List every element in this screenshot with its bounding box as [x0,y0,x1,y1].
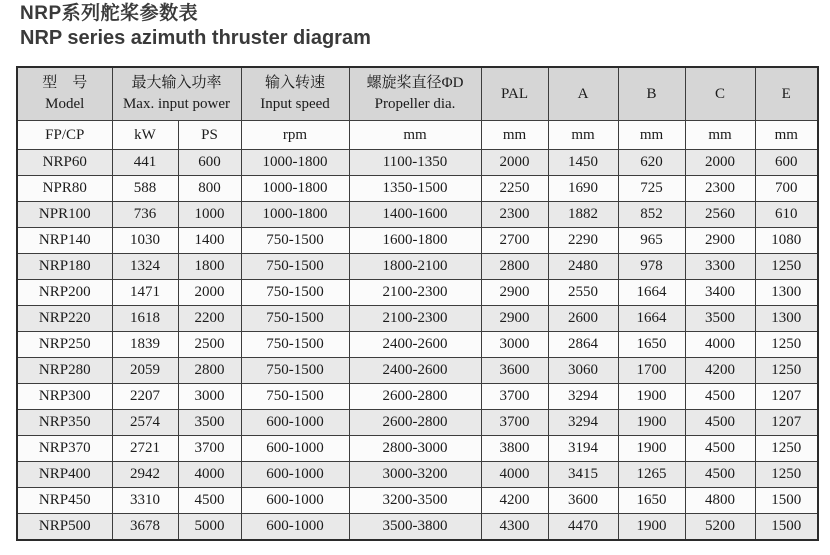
cell-e: 1250 [755,462,818,488]
unit-cell-prop: mm [349,121,481,150]
cell-e: 1500 [755,514,818,540]
cell-rpm: 600-1000 [241,488,349,514]
cell-rpm: 1000-1800 [241,176,349,202]
cell-prop: 2400-2600 [349,332,481,358]
cell-prop: 2600-2800 [349,384,481,410]
cell-ps: 3500 [178,410,241,436]
cell-ps: 800 [178,176,241,202]
col-header-model-en: Model [45,96,85,112]
cell-kw: 441 [112,150,178,176]
cell-rpm: 1000-1800 [241,202,349,228]
col-header-e: E [755,67,818,121]
cell-e: 610 [755,202,818,228]
unit-cell-rpm: rpm [241,121,349,150]
col-header-prop-zh: 螺旋桨直径ΦD [366,75,464,91]
cell-a: 1882 [548,202,618,228]
cell-pal: 2000 [481,150,548,176]
cell-model: NRP140 [17,228,112,254]
col-header-speed-zh: 输入转速 [265,75,326,91]
cell-model: NRP220 [17,306,112,332]
cell-kw: 3678 [112,514,178,540]
cell-c: 4200 [685,358,755,384]
cell-kw: 1618 [112,306,178,332]
cell-c: 3300 [685,254,755,280]
table-row [17,280,818,306]
cell-ps: 2200 [178,306,241,332]
cell-prop: 1600-1800 [349,228,481,254]
table-row [17,358,818,384]
cell-model: NRP180 [17,254,112,280]
cell-kw: 2721 [112,436,178,462]
table-row [17,228,818,254]
cell-kw: 3310 [112,488,178,514]
cell-e: 1207 [755,410,818,436]
cell-ps: 3700 [178,436,241,462]
col-header-speed-en: Input speed [260,96,330,112]
cell-kw: 2574 [112,410,178,436]
cell-c: 4500 [685,436,755,462]
cell-b: 1700 [618,358,685,384]
cell-prop: 1400-1600 [349,202,481,228]
cell-a: 2480 [548,254,618,280]
cell-b: 852 [618,202,685,228]
col-header-propeller-dia [349,67,481,121]
unit-cell-b: mm [618,121,685,150]
cell-e: 1300 [755,280,818,306]
cell-prop: 2400-2600 [349,358,481,384]
cell-ps: 2000 [178,280,241,306]
cell-model: NRP370 [17,436,112,462]
cell-c: 3500 [685,306,755,332]
table-header-row [17,67,818,121]
page-title-en: NRP series azimuth thruster diagram [20,27,371,49]
table-row [17,202,818,228]
cell-e: 1080 [755,228,818,254]
cell-ps: 3000 [178,384,241,410]
cell-e: 1250 [755,332,818,358]
cell-prop: 1800-2100 [349,254,481,280]
cell-a: 4470 [548,514,618,540]
cell-kw: 588 [112,176,178,202]
cell-prop: 3500-3800 [349,514,481,540]
cell-b: 1900 [618,410,685,436]
cell-e: 1250 [755,436,818,462]
cell-a: 2600 [548,306,618,332]
col-header-b: B [618,67,685,121]
col-header-model [17,67,112,121]
cell-b: 1265 [618,462,685,488]
cell-kw: 2059 [112,358,178,384]
table-row [17,332,818,358]
cell-kw: 2942 [112,462,178,488]
page-title [20,2,371,51]
cell-c: 4500 [685,462,755,488]
unit-cell-c: mm [685,121,755,150]
cell-model: NRP280 [17,358,112,384]
table-row [17,176,818,202]
cell-ps: 4000 [178,462,241,488]
cell-pal: 2900 [481,306,548,332]
cell-prop: 2600-2800 [349,410,481,436]
cell-e: 1207 [755,384,818,410]
cell-a: 3194 [548,436,618,462]
cell-kw: 736 [112,202,178,228]
cell-b: 725 [618,176,685,202]
cell-b: 965 [618,228,685,254]
cell-c: 3400 [685,280,755,306]
unit-cell-pal: mm [481,121,548,150]
cell-model: NRP450 [17,488,112,514]
col-header-prop-en: Propeller dia. [374,96,456,112]
cell-pal: 2700 [481,228,548,254]
cell-pal: 2800 [481,254,548,280]
col-header-input-speed [241,67,349,121]
cell-c: 2300 [685,176,755,202]
table-units-row [17,121,818,150]
cell-kw: 1471 [112,280,178,306]
table-row [17,306,818,332]
cell-ps: 5000 [178,514,241,540]
cell-model: NRP250 [17,332,112,358]
cell-kw: 1839 [112,332,178,358]
cell-ps: 1000 [178,202,241,228]
col-header-power-en: Max. input power [122,96,231,112]
cell-ps: 1800 [178,254,241,280]
cell-prop: 2100-2300 [349,306,481,332]
cell-ps: 2800 [178,358,241,384]
cell-rpm: 600-1000 [241,436,349,462]
cell-kw: 1030 [112,228,178,254]
unit-cell-model: FP/CP [17,121,112,150]
cell-c: 5200 [685,514,755,540]
cell-a: 1690 [548,176,618,202]
cell-rpm: 600-1000 [241,462,349,488]
cell-kw: 1324 [112,254,178,280]
unit-cell-kw: kW [112,121,178,150]
cell-e: 700 [755,176,818,202]
cell-pal: 3800 [481,436,548,462]
cell-model: NRP200 [17,280,112,306]
cell-b: 1664 [618,280,685,306]
cell-rpm: 1000-1800 [241,150,349,176]
cell-c: 2000 [685,150,755,176]
cell-pal: 2900 [481,280,548,306]
cell-prop: 2100-2300 [349,280,481,306]
col-header-c: C [685,67,755,121]
cell-b: 1900 [618,514,685,540]
cell-b: 1650 [618,332,685,358]
cell-rpm: 600-1000 [241,514,349,540]
col-header-pal: PAL [481,67,548,121]
table-row [17,436,818,462]
cell-model: NPR80 [17,176,112,202]
cell-rpm: 750-1500 [241,254,349,280]
unit-cell-ps: PS [178,121,241,150]
table-row [17,254,818,280]
col-header-a: A [548,67,618,121]
cell-rpm: 750-1500 [241,358,349,384]
cell-pal: 3700 [481,384,548,410]
cell-c: 4800 [685,488,755,514]
cell-c: 2560 [685,202,755,228]
page-title-zh: NRP系列舵桨参数表 [20,3,199,24]
cell-e: 600 [755,150,818,176]
cell-ps: 1400 [178,228,241,254]
cell-e: 1500 [755,488,818,514]
cell-a: 3600 [548,488,618,514]
thruster-parameters-table [16,66,819,541]
cell-b: 620 [618,150,685,176]
cell-prop: 2800-3000 [349,436,481,462]
cell-a: 3060 [548,358,618,384]
cell-pal: 3700 [481,410,548,436]
cell-b: 1650 [618,488,685,514]
cell-prop: 1100-1350 [349,150,481,176]
cell-model: NRP60 [17,150,112,176]
cell-model: NRP400 [17,462,112,488]
cell-e: 1250 [755,358,818,384]
cell-prop: 3200-3500 [349,488,481,514]
table-row [17,410,818,436]
unit-cell-a: mm [548,121,618,150]
cell-pal: 4200 [481,488,548,514]
cell-rpm: 750-1500 [241,384,349,410]
cell-a: 3415 [548,462,618,488]
cell-a: 3294 [548,410,618,436]
table-row [17,384,818,410]
table-row [17,150,818,176]
cell-model: NRP500 [17,514,112,540]
col-header-max-input-power [112,67,241,121]
cell-a: 2290 [548,228,618,254]
cell-c: 4000 [685,332,755,358]
cell-prop: 1350-1500 [349,176,481,202]
cell-e: 1250 [755,254,818,280]
cell-e: 1300 [755,306,818,332]
cell-c: 4500 [685,384,755,410]
cell-pal: 2300 [481,202,548,228]
cell-c: 2900 [685,228,755,254]
unit-cell-e: mm [755,121,818,150]
cell-a: 2864 [548,332,618,358]
col-header-power-zh: 最大输入功率 [131,75,222,91]
cell-rpm: 750-1500 [241,332,349,358]
cell-rpm: 750-1500 [241,228,349,254]
cell-a: 3294 [548,384,618,410]
cell-rpm: 750-1500 [241,306,349,332]
cell-b: 1900 [618,436,685,462]
cell-rpm: 750-1500 [241,280,349,306]
cell-pal: 3000 [481,332,548,358]
cell-model: NPR100 [17,202,112,228]
cell-a: 1450 [548,150,618,176]
cell-a: 2550 [548,280,618,306]
cell-prop: 3000-3200 [349,462,481,488]
table-row [17,462,818,488]
cell-pal: 4300 [481,514,548,540]
cell-pal: 4000 [481,462,548,488]
cell-model: NRP350 [17,410,112,436]
table-row [17,488,818,514]
cell-rpm: 600-1000 [241,410,349,436]
cell-ps: 600 [178,150,241,176]
cell-b: 1900 [618,384,685,410]
cell-ps: 2500 [178,332,241,358]
cell-ps: 4500 [178,488,241,514]
col-header-model-zh: 型 号 [42,75,88,91]
cell-c: 4500 [685,410,755,436]
cell-b: 978 [618,254,685,280]
cell-pal: 3600 [481,358,548,384]
cell-kw: 2207 [112,384,178,410]
cell-b: 1664 [618,306,685,332]
cell-pal: 2250 [481,176,548,202]
table-row [17,514,818,540]
cell-model: NRP300 [17,384,112,410]
